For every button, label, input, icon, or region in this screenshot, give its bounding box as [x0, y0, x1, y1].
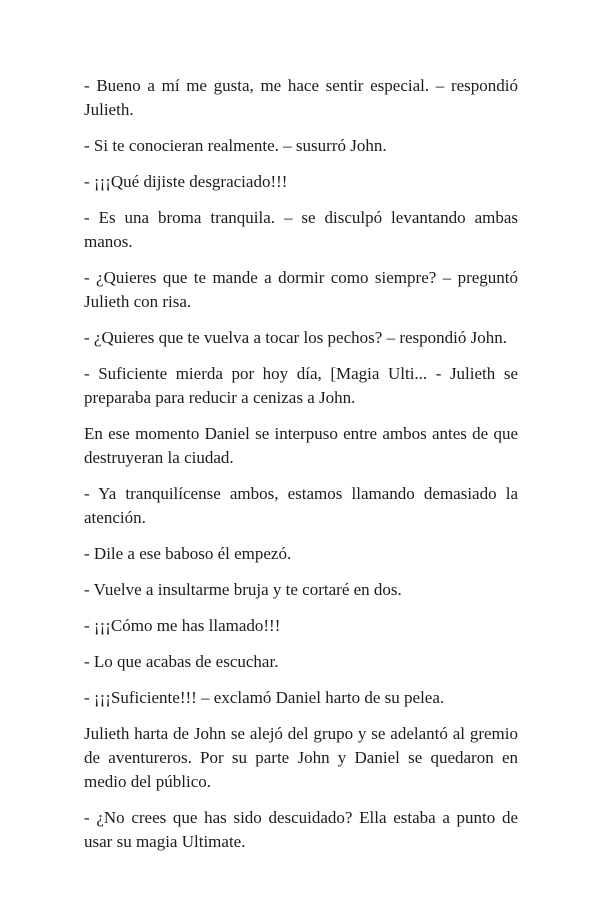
paragraph-1: - Bueno a mí me gusta, me hace sentir especial. – respondió Julieth. — [84, 76, 518, 119]
paragraph-9: - Ya tranquilícense ambos, estamos llamando demasiado la atención. — [84, 484, 518, 527]
paragraph-5: - ¿Quieres que te mande a dormir como siempre? – preguntó Julieth con risa. — [84, 268, 518, 311]
paragraph-13: - Lo que acabas de escuchar. — [84, 652, 279, 671]
paragraph-6: - ¿Quieres que te vuelva a tocar los pechos? – respondió John. — [84, 328, 507, 347]
paragraph-8: En ese momento Daniel se interpuso entre ambos antes de que destruyeran la ciudad. — [84, 424, 518, 467]
paragraph-14: - ¡¡¡Suficiente!!! – exclamó Daniel harto de su pelea. — [84, 688, 445, 707]
paragraph-16: - ¿No crees que has sido descuidado? Ella estaba a punto de usar su magia Ultimate. — [84, 808, 518, 851]
paragraph-7: - Suficiente mierda por hoy día, [Magia Ulti... - Julieth se preparaba para reducir a cenizas a John. — [84, 364, 518, 407]
paragraph-3: - ¡¡¡Qué dijiste desgraciado!!! — [84, 172, 288, 191]
paragraph-12: - ¡¡¡Cómo me has llamado!!! — [84, 616, 281, 635]
document-page — [84, 74, 518, 866]
paragraph-10: - Dile a ese baboso él empezó. — [84, 544, 292, 563]
paragraph-15: Julieth harta de John se alejó del grupo y se adelantó al gremio de aventureros. Por su parte John y Daniel se quedaron en medio del público. — [84, 724, 518, 791]
paragraph-2: - Si te conocieran realmente. – susurró John. — [84, 136, 387, 155]
paragraph-4: - Es una broma tranquila. – se disculpó levantando ambas manos. — [84, 208, 518, 251]
paragraph-11: - Vuelve a insultarme bruja y te cortaré en dos. — [84, 580, 402, 599]
